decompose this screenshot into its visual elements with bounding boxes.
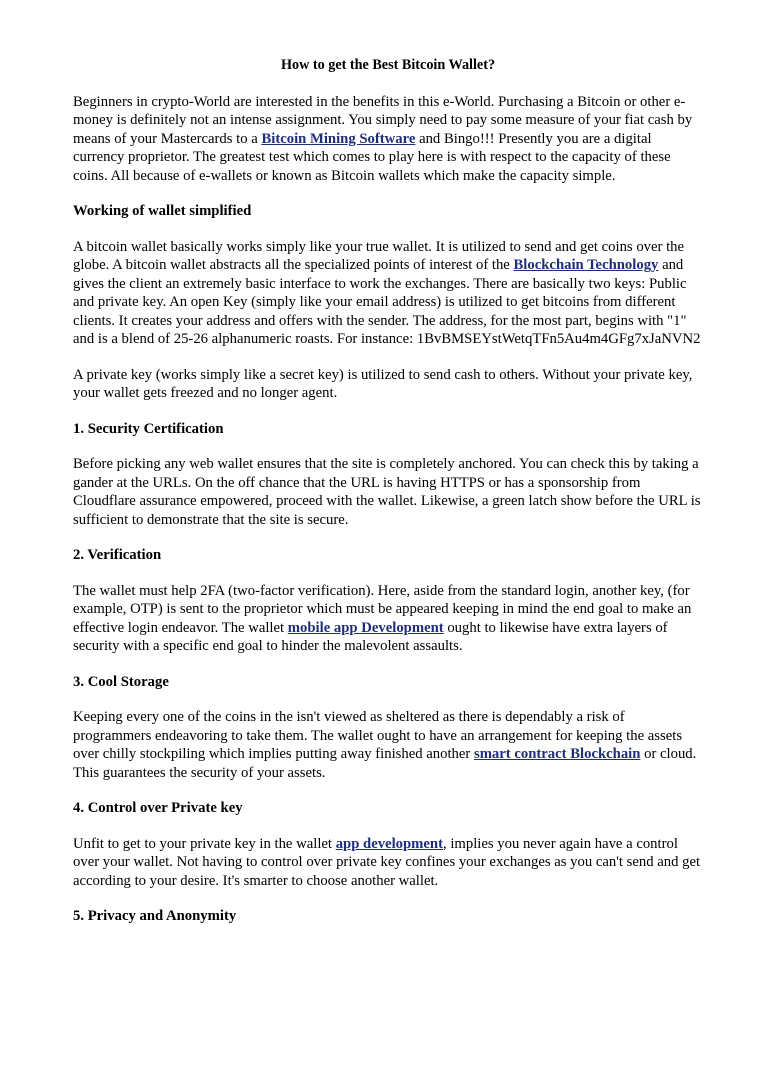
verification-text-1: The wallet must help 2FA (two-factor verification). Here, aside from the standard login, another key, (for example, OTP) is sent to the proprietor which must be appeared keeping in mind the end goal to make an effective login endeavor. The wallet xyxy=(73,582,692,636)
app-development-link[interactable]: app development xyxy=(335,835,443,852)
verification-heading: 2. Verification xyxy=(73,547,162,563)
verification-paragraph xyxy=(73,582,703,656)
working-paragraph xyxy=(73,238,703,349)
control-heading: 4. Control over Private key xyxy=(73,800,243,816)
document-page xyxy=(73,56,703,943)
bitcoin-mining-software-link[interactable]: Bitcoin Mining Software xyxy=(261,130,416,147)
page-title: How to get the Best Bitcoin Wallet? xyxy=(280,57,496,73)
security-heading: 1. Security Certification xyxy=(73,420,224,437)
cool-storage-text-1: Keeping every one of the coins in the isn't viewed as sheltered as there is dependably a risk of programmers endeavoring to take them. The wallet ought to have an arrangement for keeping the assets over chilly stockpiling which implies putting away finished another xyxy=(73,709,683,762)
cool-storage-heading: 3. Cool Storage xyxy=(73,673,169,690)
working-text-2: and gives the client an extremely basic interface to work the exchanges. There are basically two keys: Public and private key. An open Key (simply like your email address) is utilized to get bitcoins from different clients. It creates your address and offers with the sender. The address, for the most part, begins with "1" and is a blend of 25-26 alphanumeric roasts. For instance: 1BvBMSEYstWetqTFn5Au4m4GFg7xJaNVN2 xyxy=(73,257,701,347)
intro-text-2: and Bingo!!! Presently you are a digital currency proprietor. The greatest test which comes to play here is with respect to the capacity of these coins. All because of e-wallets or known as Bitcoin wallets which make the capacity simple. xyxy=(73,130,671,184)
private-key-paragraph: A private key (works simply like a secret key) is utilized to send cash to others. Without your private key, your wallet gets freezed and no longer agent. xyxy=(73,366,693,401)
intro-text-1: Beginners in crypto-World are interested in the benefits in this e-World. Purchasing a Bitcoin or other e-money is definitely not an intense assignment. You simply need to pay some measure of your fiat cash by means of your Mastercards to a xyxy=(73,93,693,147)
control-text-2: , implies you never again have a control over your wallet. Not having to control over private key confines your exchanges as you can't send and get according to your desire. It's smarter to choose another wallet. xyxy=(73,835,701,889)
intro-paragraph xyxy=(73,93,703,186)
privacy-heading: 5. Privacy and Anonymity xyxy=(73,908,237,924)
cool-storage-paragraph xyxy=(73,708,703,782)
control-text-1: Unfit to get to your private key in the wallet xyxy=(73,835,336,852)
cool-storage-text-2: or cloud. This guarantees the security of your assets. xyxy=(73,746,697,781)
smart-contract-blockchain-link[interactable]: smart contract Blockchain xyxy=(473,746,641,762)
blockchain-technology-link[interactable]: Blockchain Technology xyxy=(513,257,659,273)
security-paragraph: Before picking any web wallet ensures that the site is completely anchored. You can check this by taking a gander at the URLs. On the off chance that the URL is having HTTPS or has a sponsorship from Cloudflare assurance empowered, proceed with the wallet. Likewise, a green latch show before the URL is sufficient to demonstrate that the site is secure. xyxy=(73,456,701,528)
working-heading: Working of wallet simplified xyxy=(73,203,252,219)
verification-text-2: ought to likewise have extra layers of security with a specific end goal to hinder the malevolent assaults. xyxy=(73,619,668,654)
control-paragraph xyxy=(73,835,703,891)
working-text-1: A bitcoin wallet basically works simply like your true wallet. It is utilized to send and get coins over the globe. A bitcoin wallet abstracts all the specialized points of interest of the xyxy=(73,238,685,273)
mobile-app-development-link[interactable]: mobile app Development xyxy=(287,619,444,636)
